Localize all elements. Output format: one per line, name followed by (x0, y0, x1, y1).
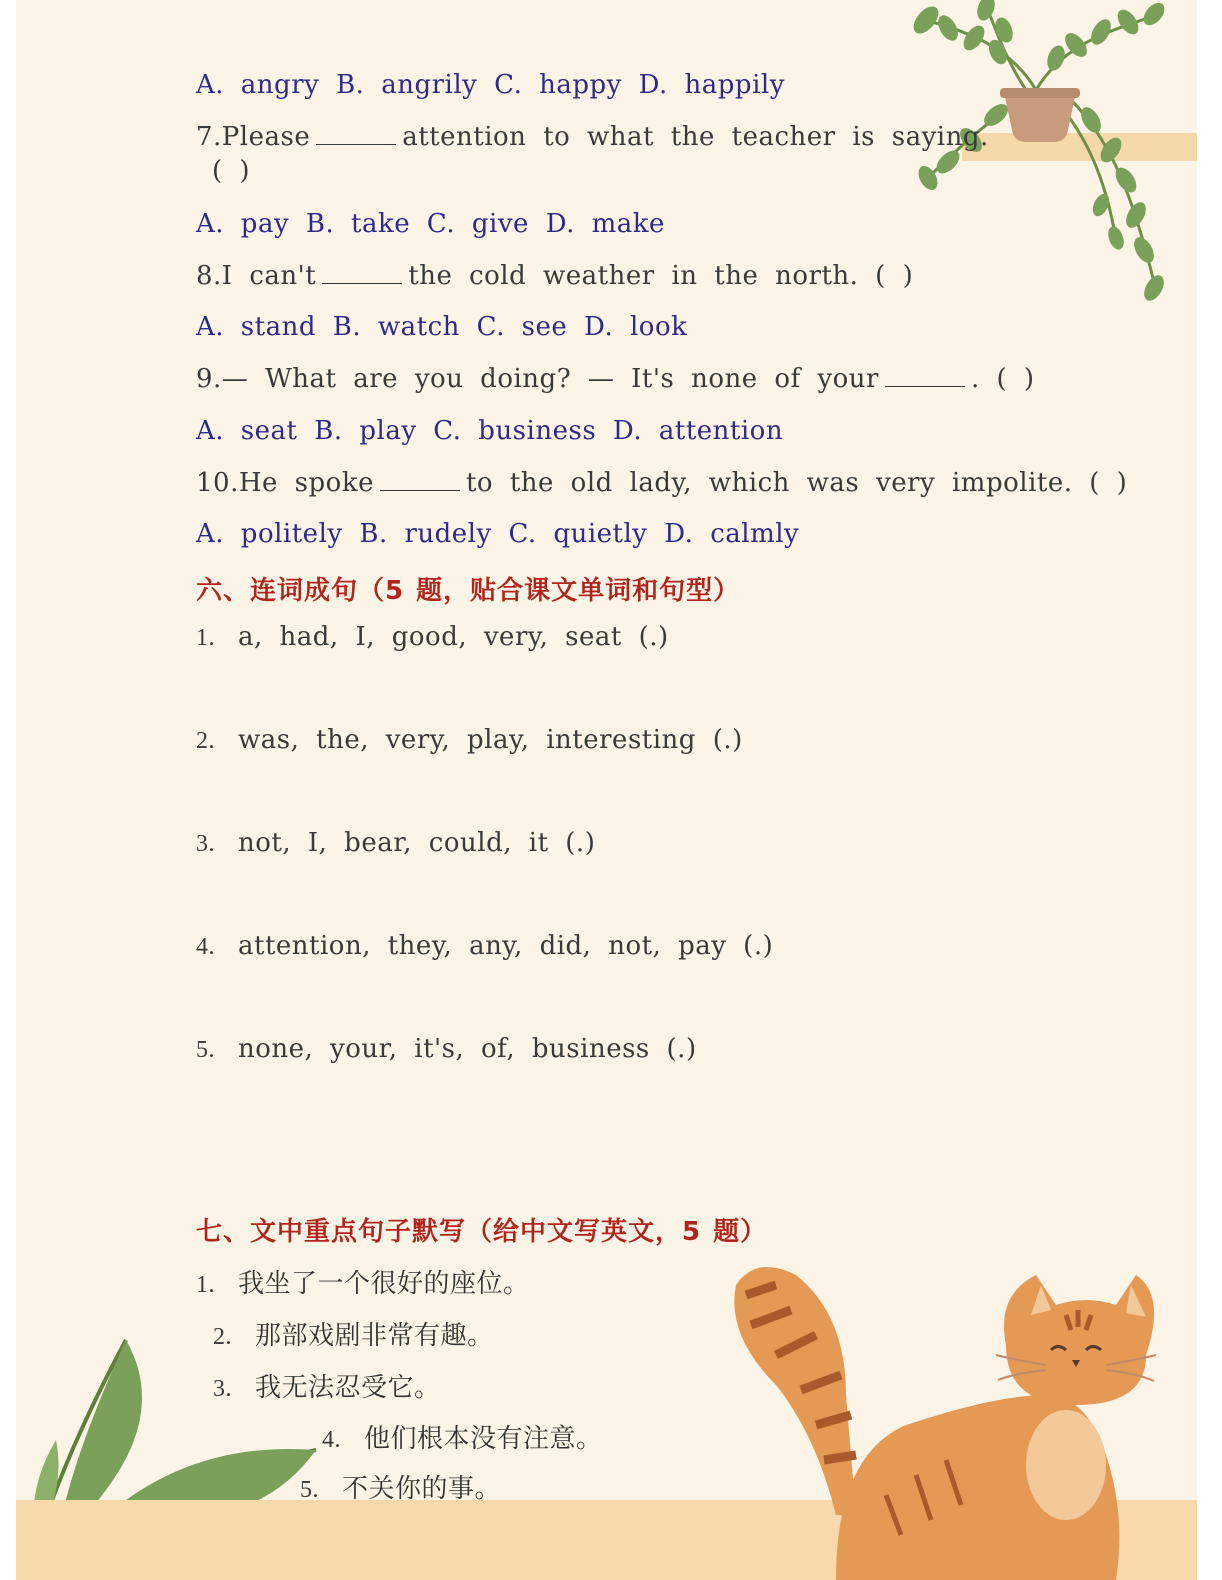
answer-blank[interactable] (322, 263, 402, 284)
potted-plant-icon (886, 0, 1197, 310)
q9-options: A. seat B. play C. business D. attention (196, 416, 784, 446)
section-7-heading: 七、文中重点句子默写（给中文写英文，5 题） (196, 1217, 768, 1247)
sentence-item: 5. none, your, it's, of, business (.) (196, 1034, 697, 1064)
q6-options: A. angry B. angrily C. happy D. happily (196, 70, 785, 100)
answer-blank[interactable] (316, 124, 396, 145)
question-7: 7.Please attention to what the teacher is saying. (196, 122, 989, 152)
translation-item: 5. 不关你的事。 (300, 1474, 502, 1504)
translation-item: 4. 他们根本没有注意。 (322, 1424, 603, 1454)
sentence-item: 1. a, had, I, good, very, seat (.) (196, 622, 669, 652)
answer-blank[interactable] (380, 470, 460, 491)
worksheet-page (16, 0, 1197, 1580)
q7-answer-paren[interactable]: ( ) (212, 156, 251, 186)
translation-item: 2. 那部戏剧非常有趣。 (213, 1321, 494, 1351)
sentence-item: 2. was, the, very, play, interesting (.) (196, 725, 743, 755)
question-9: 9.— What are you doing? — It's none of your . ( ) (196, 364, 1035, 394)
q7-options: A. pay B. take C. give D. make (196, 209, 665, 239)
section-6-heading: 六、连词成句（5 题，贴合课文单词和句型） (196, 576, 741, 606)
translation-item: 3. 我无法忍受它。 (213, 1373, 441, 1403)
question-8: 8.I can't the cold weather in the north. ( ) (196, 261, 914, 291)
question-10: 10.He spoke to the old lady, which was very impolite. ( ) (196, 468, 1128, 498)
translation-item: 1. 我坐了一个很好的座位。 (196, 1269, 530, 1299)
sentence-item: 3. not, I, bear, could, it (.) (196, 828, 596, 858)
sentence-item: 4. attention, they, any, did, not, pay (.) (196, 931, 774, 961)
q10-options: A. politely B. rudely C. quietly D. calmly (196, 519, 800, 549)
answer-blank[interactable] (885, 366, 965, 387)
cat-icon (706, 1255, 1166, 1580)
q8-options: A. stand B. watch C. see D. look (196, 312, 688, 342)
